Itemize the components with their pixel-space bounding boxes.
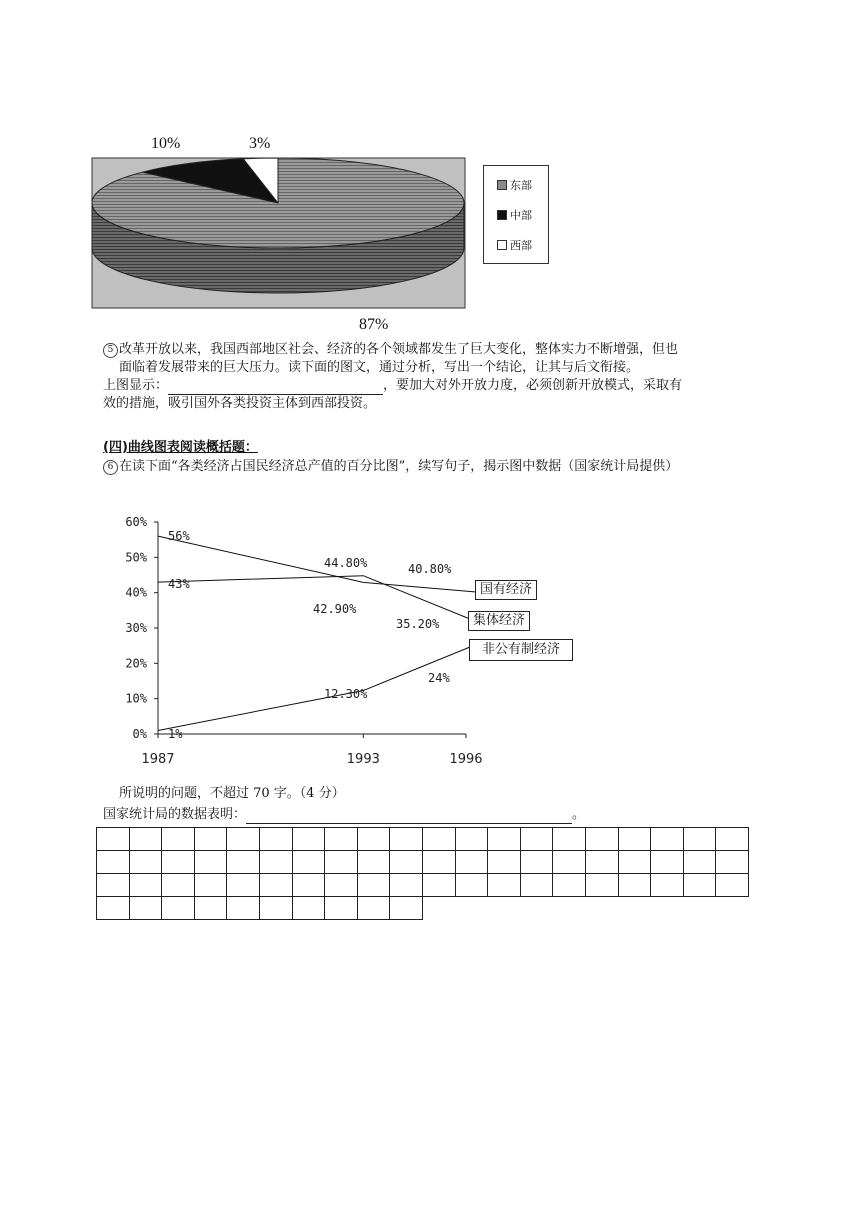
- x-tick-label: 1993: [346, 752, 380, 767]
- grid-cell[interactable]: [422, 828, 455, 851]
- x-tick-label: 1996: [449, 752, 483, 767]
- grid-cell[interactable]: [259, 874, 292, 897]
- grid-cell[interactable]: [97, 874, 130, 897]
- grid-empty: [716, 897, 749, 920]
- grid-row: [97, 897, 749, 920]
- grid-cell[interactable]: [227, 828, 260, 851]
- line-chart: [0, 500, 860, 780]
- grid-cell[interactable]: [553, 851, 586, 874]
- x-tick-label: 1987: [141, 752, 175, 767]
- grid-cell[interactable]: [194, 851, 227, 874]
- pie-legend: [483, 165, 549, 264]
- grid-cell[interactable]: [585, 851, 618, 874]
- y-tick-label: 0%: [132, 727, 147, 741]
- q6-line: [103, 458, 803, 476]
- grid-cell[interactable]: [585, 828, 618, 851]
- grid-cell[interactable]: [162, 851, 195, 874]
- data-label: 42.90%: [313, 602, 357, 616]
- grid-cell[interactable]: [455, 851, 488, 874]
- y-tick-label: 20%: [125, 656, 147, 671]
- grid-cell[interactable]: [259, 828, 292, 851]
- series-label-nonpublic: 非公有制经济: [469, 639, 573, 661]
- grid-cell[interactable]: [129, 828, 162, 851]
- grid-empty: [488, 897, 521, 920]
- grid-cell[interactable]: [292, 874, 325, 897]
- grid-cell[interactable]: [357, 828, 390, 851]
- data-label: 44.80%: [324, 556, 368, 570]
- q6-prompt-end: 。: [572, 807, 586, 822]
- grid-cell[interactable]: [455, 828, 488, 851]
- grid-cell[interactable]: [357, 874, 390, 897]
- section4-heading: (四)曲线图表阅读概括题：: [103, 440, 258, 455]
- q5-block: [103, 341, 783, 413]
- legend-label-east: 东部: [510, 179, 532, 192]
- q6-text: 在读下面“各类经济占国民经济总产值的百分比图”，续写句子，揭示图中数据（国家统计局提供）: [119, 459, 679, 474]
- grid-empty: [553, 897, 586, 920]
- grid-cell[interactable]: [259, 851, 292, 874]
- q5-line2: 面临着发展带来的巨大压力。读下面的图文，通过分析，写出一个结论，让其与后文衔接。: [119, 360, 640, 375]
- data-label: 56%: [168, 529, 190, 543]
- grid-cell[interactable]: [455, 874, 488, 897]
- grid-cell[interactable]: [292, 851, 325, 874]
- grid-cell[interactable]: [162, 828, 195, 851]
- grid-cell[interactable]: [259, 897, 292, 920]
- grid-cell[interactable]: [488, 828, 521, 851]
- grid-cell[interactable]: [553, 828, 586, 851]
- pie-chart: [0, 0, 860, 340]
- grid-cell[interactable]: [325, 851, 358, 874]
- grid-cell[interactable]: [390, 897, 423, 920]
- grid-empty: [618, 897, 651, 920]
- y-tick-label: 40%: [125, 585, 147, 600]
- grid-cell[interactable]: [129, 897, 162, 920]
- grid-cell[interactable]: [651, 874, 684, 897]
- q5-line3: [103, 377, 783, 395]
- y-tick-label: 10%: [125, 691, 147, 706]
- grid-cell[interactable]: [325, 897, 358, 920]
- data-label: 35.20%: [396, 617, 440, 631]
- grid-cell[interactable]: [422, 874, 455, 897]
- data-label: 1%: [168, 727, 183, 741]
- q6-note: 所说明的问题，不超过 70 字。（4 分）: [119, 786, 345, 801]
- grid-cell[interactable]: [97, 828, 130, 851]
- grid-empty: [651, 897, 684, 920]
- q6-prompt-line: [103, 806, 585, 824]
- q6-number: 6: [103, 460, 118, 475]
- grid-cell[interactable]: [651, 828, 684, 851]
- grid-empty: [520, 897, 553, 920]
- data-label: 40.80%: [408, 562, 452, 576]
- grid-cell[interactable]: [618, 828, 651, 851]
- series-label-collective: 集体经济: [468, 611, 530, 631]
- grid-cell[interactable]: [488, 851, 521, 874]
- pie-label-east: 87%: [359, 316, 389, 333]
- grid-cell[interactable]: [618, 874, 651, 897]
- legend-swatch-central: [497, 210, 507, 220]
- grid-cell[interactable]: [683, 851, 716, 874]
- legend-item-east: [497, 177, 532, 193]
- legend-item-central: [497, 207, 532, 223]
- series-line-nonpublic: [158, 647, 470, 730]
- grid-cell[interactable]: [390, 828, 423, 851]
- grid-empty: [683, 897, 716, 920]
- q5-prompt-end: ，要加大对外开放力度，必须创新开放模式，采取有: [383, 378, 683, 393]
- grid-cell[interactable]: [651, 851, 684, 874]
- grid-cell[interactable]: [129, 874, 162, 897]
- grid-cell[interactable]: [683, 828, 716, 851]
- grid-cell[interactable]: [520, 851, 553, 874]
- grid-cell[interactable]: [716, 851, 749, 874]
- y-tick-label: 50%: [125, 550, 147, 565]
- grid-cell[interactable]: [194, 828, 227, 851]
- q6-prompt: 国家统计局的数据表明：: [103, 807, 247, 822]
- legend-swatch-east: [497, 180, 507, 190]
- grid-cell[interactable]: [292, 897, 325, 920]
- grid-cell[interactable]: [683, 874, 716, 897]
- legend-item-west: [497, 237, 532, 253]
- legend-label-west: 西部: [510, 239, 532, 252]
- grid-cell[interactable]: [162, 874, 195, 897]
- grid-empty: [585, 897, 618, 920]
- answer-grid-table: [96, 827, 749, 920]
- grid-empty: [455, 897, 488, 920]
- grid-empty: [422, 897, 455, 920]
- grid-cell[interactable]: [716, 874, 749, 897]
- q5-prompt: 上图显示：: [103, 378, 169, 393]
- grid-cell[interactable]: [97, 851, 130, 874]
- grid-cell[interactable]: [325, 828, 358, 851]
- grid-cell[interactable]: [585, 874, 618, 897]
- y-tick-label: 30%: [125, 621, 147, 635]
- pie-chart-svg: [0, 0, 860, 340]
- grid-cell[interactable]: [129, 851, 162, 874]
- grid-cell[interactable]: [357, 851, 390, 874]
- grid-cell[interactable]: [488, 874, 521, 897]
- series-label-state: 国有经济: [475, 580, 537, 600]
- grid-cell[interactable]: [553, 874, 586, 897]
- grid-cell[interactable]: [194, 897, 227, 920]
- q5-number: 5: [103, 343, 118, 358]
- pie-label-central: 10%: [151, 135, 181, 152]
- grid-row: [97, 874, 749, 897]
- line-chart-svg: [0, 500, 860, 780]
- grid-cell[interactable]: [325, 874, 358, 897]
- q5-answer-blank[interactable]: [168, 380, 383, 395]
- grid-cell[interactable]: [227, 874, 260, 897]
- grid-cell[interactable]: [716, 828, 749, 851]
- q5-text-line1: 改革开放以来，我国西部地区社会、经济的各个领域都发生了巨大变化，整体实力不断增强，但也: [119, 342, 679, 357]
- grid-cell[interactable]: [194, 874, 227, 897]
- grid-cell[interactable]: [390, 851, 423, 874]
- data-label: 12.30%: [324, 687, 368, 701]
- grid-cell[interactable]: [422, 851, 455, 874]
- grid-row: [97, 851, 749, 874]
- q5-line4: 效的措施，吸引国外各类投资主体到西部投资。: [103, 396, 377, 411]
- legend-label-central: 中部: [510, 209, 532, 222]
- grid-cell[interactable]: [292, 828, 325, 851]
- grid-cell[interactable]: [520, 828, 553, 851]
- grid-cell[interactable]: [618, 851, 651, 874]
- grid-cell[interactable]: [227, 897, 260, 920]
- q5-line1: [103, 341, 783, 359]
- answer-grid: [96, 827, 749, 920]
- grid-cell[interactable]: [390, 874, 423, 897]
- grid-cell[interactable]: [520, 874, 553, 897]
- grid-cell[interactable]: [162, 897, 195, 920]
- grid-cell[interactable]: [97, 897, 130, 920]
- grid-row: [97, 828, 749, 851]
- q6-answer-blank[interactable]: [246, 809, 572, 824]
- pie-label-west: 3%: [249, 135, 271, 152]
- y-tick-label: 60%: [125, 515, 147, 529]
- grid-cell[interactable]: [227, 851, 260, 874]
- data-label: 43%: [168, 577, 190, 591]
- data-label: 24%: [428, 671, 450, 685]
- legend-swatch-west: [497, 240, 507, 250]
- grid-cell[interactable]: [357, 897, 390, 920]
